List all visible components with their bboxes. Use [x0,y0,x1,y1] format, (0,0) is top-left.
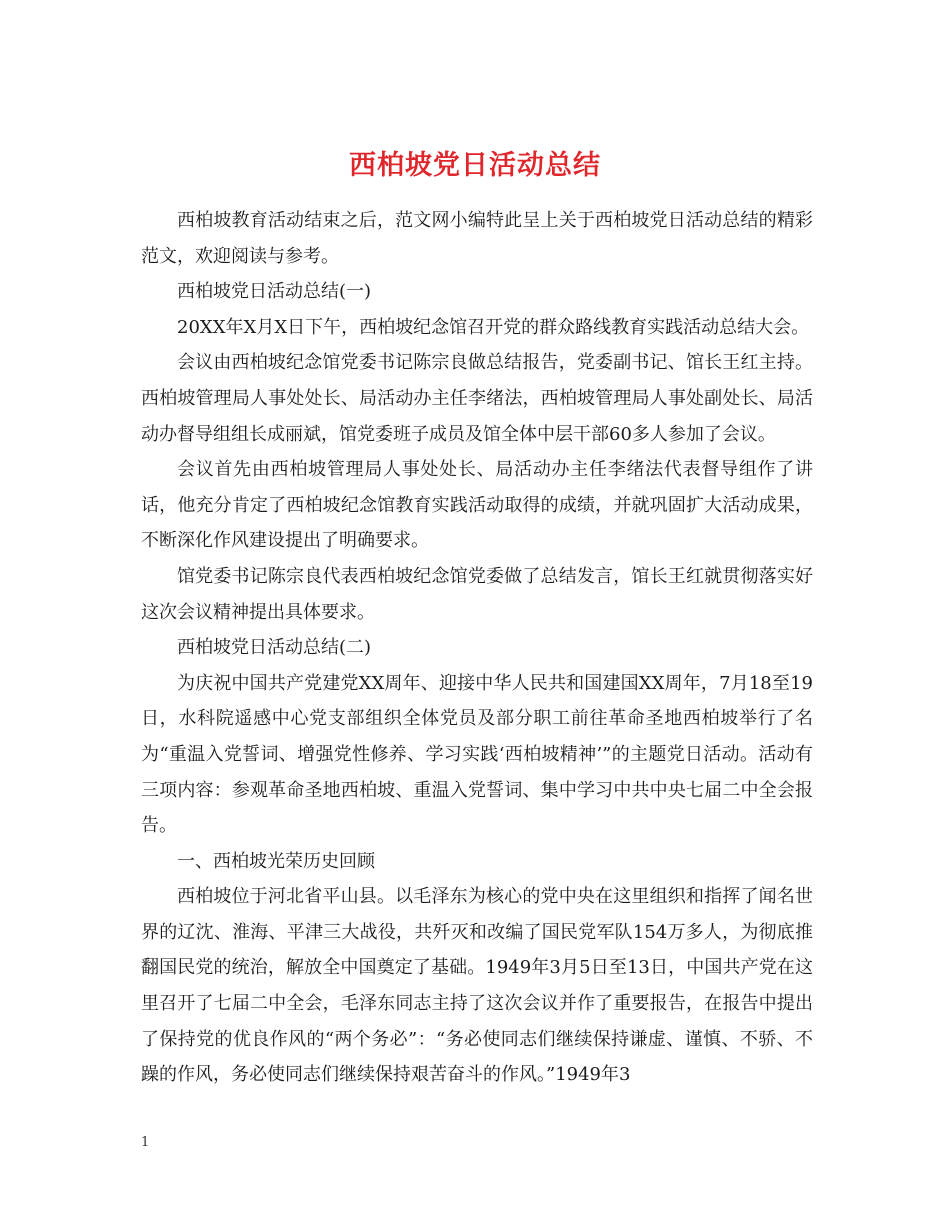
paragraph: 西柏坡位于河北省平山县。以毛泽东为核心的党中央在这里组织和指挥了闻名世界的辽沈、淮海、平津三大战役，共歼灭和改编了国民党军队154万多人，为彻底推翻国民党的统治，解放全中国奠定了基础。1949年3月5日至13日，中国共产党在这里召开了七届二中全会，毛泽东同志主持了这次会议并作了重要报告，在报告中提出了保持党的优良作风的“两个务必”：“务必使同志们继续保持谦虚、谨慎、不骄、不躁的作风，务必使同志们继续保持艰苦奋斗的作风。”1949年3 [141,886,813,1086]
subsection-heading: 一、西柏坡光荣历史回顾 [177,850,375,872]
document-body [141,203,813,1093]
section-heading-1: 西柏坡党日活动总结(一) [177,281,372,303]
paragraph: 馆党委书记陈宗良代表西柏坡纪念馆党委做了总结发言，馆长王红就贯彻落实好这次会议精神提出具体要求。 [141,565,813,623]
paragraph: 20XX年X月X日下午，西柏坡纪念馆召开党的群众路线教育实践活动总结大会。 [177,316,810,338]
paragraph: 会议由西柏坡纪念馆党委书记陈宗良做总结报告，党委副书记、馆长王红主持。西柏坡管理局人事处处长、局活动办主任李绪法，西柏坡管理局人事处副处长、局活动办督导组组长成丽斌，馆党委班子成员及馆全体中层干部60多人参加了会议。 [141,352,813,445]
page-number: 1 [141,1135,150,1150]
paragraph: 会议首先由西柏坡管理局人事处处长、局活动办主任李绪法代表督导组作了讲话，他充分肯定了西柏坡纪念馆教育实践活动取得的成绩，并就巩固扩大活动成果，不断深化作风建设提出了明确要求。 [141,459,813,552]
paragraph: 为庆祝中国共产党建党XX周年、迎接中华人民共和国建国XX周年，7月18至19日，水科院遥感中心党支部组织全体党员及部分职工前往革命圣地西柏坡举行了名为“重温入党誓词、增强党性修养、学习实践‘西柏坡精神’”的主题党日活动。活动有三项内容：参观革命圣地西柏坡、重温入党誓词、集中学习中共中央七届二中全会报告。 [141,672,813,837]
paragraph-intro: 西柏坡教育活动结束之后，范文网小编特此呈上关于西柏坡党日活动总结的精彩范文，欢迎阅读与参考。 [141,210,813,267]
page-title: 西柏坡党日活动总结 [349,150,601,182]
section-heading-2: 西柏坡党日活动总结(二) [177,637,372,659]
